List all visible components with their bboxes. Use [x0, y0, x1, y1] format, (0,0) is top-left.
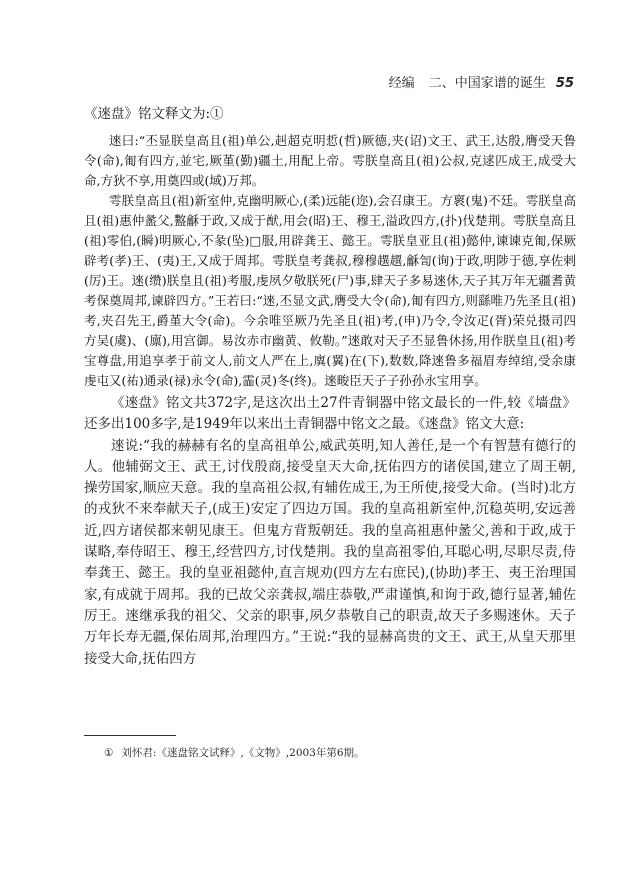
page-content: [84, 104, 576, 670]
inscription-block: [84, 131, 576, 391]
body-paragraph: 逨说:“我的赫赫有名的皇高祖单公,威武英明,知人善任,是一个有智慧有德行的人。他辅弼文王、武王,讨伐殷商,接受皇天大命,抚佑四方的诸侯国,建立了周王朝,操劳国家,顺应天意。我的皇高祖公叔,有辅佐成王,为王所使,接受大命。(当时)北方的戎狄不来奉献天子,(成王)安定了四边万国。我的皇高祖新室仲,沉稳英明,安远善近,四方诸侯都来朝见康王。但鬼方背叛朝廷。我的皇高祖惠仲盠父,善和于政,成于谋略,奉侍昭王、穆王,经营四方,讨伐楚荆。我的皇高祖零伯,耳聪心明,尽职尽责,侍奉龚王、懿王。我的皇亚祖懿仲,直言规劝(四方左右庶民),(协助)孝王、夷王治理国家,有成就于周邦。我的已故父亲龚叔,端庄恭敬,严肃谨慎,和询于政,德行显著,辅佐厉王。逨继承我的祖父、父亲的职事,夙夕恭敬自己的职责,故天子多赐逨休。天子万年长寿无疆,保佑周邦,治理四方。”王说:“我的显赫高贵的文王、武王,从皇天那里接受大命,抚佑四方: [84, 437, 576, 667]
body-paragraph: 《逨盘》铭文共372字,是这次出土27件青铜器中铭文最长的一件,较《墙盘》还多出100多字,是1949年以来出土青铜器中铭文之最。《逨盘》铭文大意:: [84, 395, 576, 433]
running-header: [389, 72, 574, 91]
header-section: 经编: [388, 76, 415, 91]
header-chapter: 二、中国家谱的诞生: [428, 76, 546, 91]
inscription-paragraph: 雩朕皇高且(祖)新室仲,克幽明厥心,(柔)远能(迩),会召康王。方褱(鬼)不廷。雩朕皇高且(祖)惠仲盠父,盭龢于政,又成于猷,用会(昭)王、穆王,溢政四方,(扑)伐楚荆。雩朕皇高且(祖)零伯,(瞬)明厥心,不彖(坠)□服,用辟龚王、懿王。雩朕皇亚且(祖)懿仲,谏谏克匍,保厥辟考(孝)王、(夷)王,又成于周邦。雩朕皇考龚叔,穆穆趩趩,龢訇(询)于政,明陟于德,享佐剌(厉)王。逨(缵)朕皇且(祖)考服,虔夙夕敬朕死(尸)事,肆天子多易逨休,天子其万年无疆耆黄考保奠周邦,谏辟四方。”王若曰:“逨,丕显文武,膺受大令(命),匍有四方,则繇唯乃先圣且(祖)考,夹召先王,爵堇大令(命)。今余唯巠厥乃先圣且(祖)考,(申)乃令,令汝疋(胥)荣兑摄司四方吴(虞)、(廪),用宫御。易汝赤市幽黄、攸勒。”逨敢对天子丕显鲁休扬,用作朕皇且(祖)考宝尊盘,用追享孝于前文人,前文人严在上,廙(翼)在(下),数数,降逨鲁多福眉寿绰绾,受余康虔屯又(祐)通录(禄)永令(命),霝(灵)冬(终)。逨畯臣天子子孙孙永宝用享。: [84, 193, 576, 388]
footnote-divider: [84, 735, 176, 736]
footnote-text: 刘怀君:《逨盘铭文试释》,《文物》,2003年第6期。: [121, 747, 365, 759]
footnote-mark: ①: [104, 747, 114, 759]
inscription-title: 《逨盘》铭文释文为:①: [84, 106, 224, 122]
footnote: [104, 746, 365, 760]
page-number: 55: [555, 76, 574, 91]
inscription-paragraph: 逨曰:“丕显朕皇高且(祖)单公,赳超克明悊(哲)厥德,夹(诏)文王、武王,达殷,膺受天鲁令(命),匍有四方,並宅,厥堇(勤)疆土,用配上帝。雩朕皇高且(祖)公叔,克逑匹成王,成受大命,方狄不享,用奠四或(域)万邦。: [84, 133, 576, 188]
